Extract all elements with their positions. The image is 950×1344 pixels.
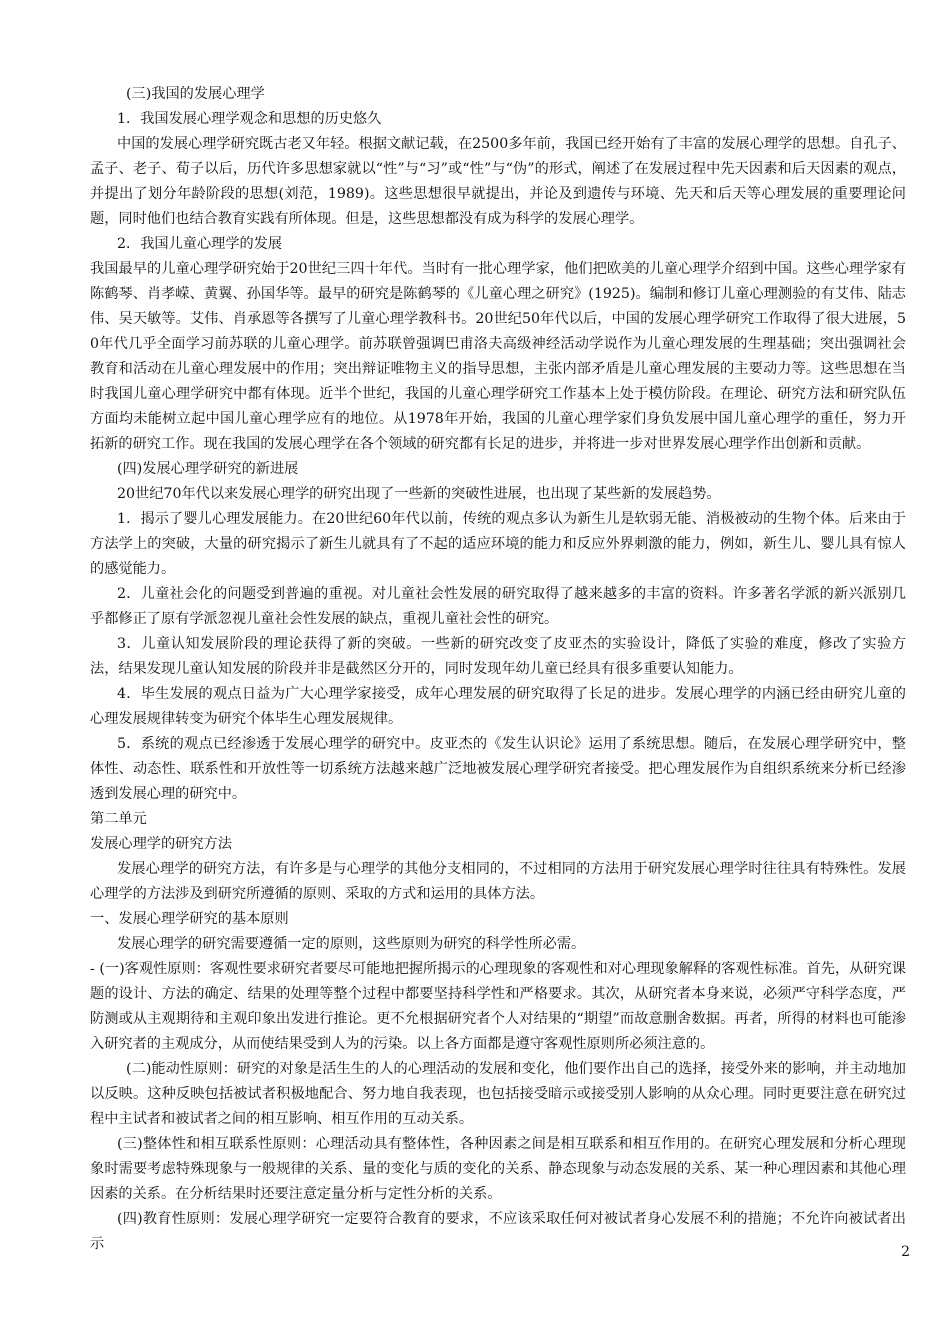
subheading-history: 1．我国发展心理学观念和思想的历史悠久 (117, 111, 382, 127)
section-title-methods: 发展心理学的研究方法 (90, 836, 232, 852)
list-item-cognitive-stages: 3．儿童认知发展阶段的理论获得了新的突破。一些新的研究改变了皮亚杰的实验设计，降低了实验的难度，修改了实验方法，结果发现儿童认知发展的阶段并非是截然区分开的，同时发现年幼儿童已经具有很多重要认知能力。 (90, 636, 906, 677)
list-item-socialization: 2．儿童社会化的问题受到普遍的重视。对儿童社会性发展的研究取得了越来越多的丰富的资料。许多著名学派的新兴派别几乎都修正了原有学派忽视儿童社会性发展的缺点，重视儿童社会性的研究。 (90, 586, 906, 627)
list-item-systems-view: 5．系统的观点已经渗透于发展心理学的研究中。皮亚杰的《发生认识论》运用了系统思想。随后，在发展心理学研究中，整体性、动态性、联系性和开放性等一切系统方法越来越广泛地被发展心理学研究者接受。把心理发展作为自组织系统来分析已经渗透到发展心理的研究中。 (90, 736, 906, 802)
list-item-infant-ability: 1．揭示了婴儿心理发展能力。在20世纪60年代以前，传统的观点多认为新生儿是软弱无能、消极被动的生物个体。后来由于方法学上的突破，大量的研究揭示了新生儿就具有了不起的适应环境的能力和反应外界刺激的能力，例如，新生儿、婴儿具有惊人的感觉能力。 (90, 511, 906, 577)
page-number: 2 (901, 1244, 910, 1260)
heading-china-developmental-psychology: (三)我国的发展心理学 (126, 86, 265, 102)
paragraph-methods-intro: 发展心理学的研究方法，有许多是与心理学的其他分支相同的，不过相同的方法用于研究发展心理学时往往具有特殊性。发展心理学的方法涉及到研究所遵循的原则、采取的方式和运用的具体方法。 (90, 861, 906, 902)
subheading-child-psychology: 2．我国儿童心理学的发展 (117, 236, 283, 252)
principle-objectivity: - (一)客观性原则：客观性要求研究者要尽可能地把握所揭示的心理现象的客观性和对心理现象解释的客观性标准。首先，从研究课题的设计、方法的确定、结果的处理等整个过程中都要坚持科学性和严格要求。其次，从研究者本身来说，必须严守科学态度，严防测或从主观期待和主观印象出发进行推论。更不允根据研究者个人对结果的“期望”而故意删舍数据。再者，所得的材料也可能渗入研究者的主观成分，从而使结果受到人为的污染。以上各方面都是遵守客观性原则所必须注意的。 (90, 961, 906, 1052)
document-body (90, 82, 906, 1257)
unit-title: 第二单元 (90, 811, 147, 827)
paragraph-child-psychology: 我国最早的儿童心理学研究始于20世纪三四十年代。当时有一批心理学家，他们把欧美的儿童心理学介绍到中国。这些心理学家有陈鹤琴、肖孝嵘、黄翼、孙国华等。最早的研究是陈鹤琴的《儿童心理之研究》(1925)。编制和修订儿童心理测验的有艾伟、陆志伟、吴天敏等。艾伟、肖承恩等各撰写了儿童心理学教科书。20世纪50年代以后，中国的发展心理学研究工作取得了很大进展，50年代几乎全面学习前苏联的儿童心理学。前苏联曾强调巴甫洛夫高级神经活动学说作为儿童心理发展的生理基础；突出强调社会教育和活动在儿童心理发展中的作用；突出辩证唯物主义的指导思想，主张内部矛盾是儿童心理发展的主要动力等。这些思想在当时我国儿童心理学研究中都有体现。近半个世纪，我国的儿童心理学研究工作基本上处于模仿阶段。在理论、研究方法和研究队伍方面均未能树立起中国儿童心理学应有的地位。从1978年开始，我国的儿童心理学家们身负发展中国儿童心理学的重任，努力开拓新的研究工作。现在我国的发展心理学在各个领域的研究都有长足的进步，并将进一步对世界发展心理学作出创新和贡献。 (90, 261, 906, 452)
list-item-lifespan: 4．毕生发展的观点日益为广大心理学家接受，成年心理发展的研究取得了长足的进步。发展心理学的内涵已经由研究儿童的心理发展规律转变为研究个体毕生心理发展规律。 (90, 686, 906, 727)
paragraph-new-progress-intro: 20世纪70年代以来发展心理学的研究出现了一些新的突破性进展，也出现了某些新的发展趋势。 (117, 486, 721, 502)
heading-basic-principles: 一、发展心理学研究的基本原则 (90, 911, 289, 927)
paragraph-principles-intro: 发展心理学的研究需要遵循一定的原则，这些原则为研究的科学性所必需。 (117, 936, 586, 952)
principle-holism: (三)整体性和相互联系性原则：心理活动具有整体性，各种因素之间是相互联系和相互作用的。在研究心理发展和分析心理现象时需要考虑特殊现象与一般规律的关系、量的变化与质的变化的关系、静态现象与动态发展的关系、某一种心理因素和其他心理因素的关系。在分析结果时还要注意定量分析与定性分析的关系。 (90, 1136, 906, 1202)
principle-education: (四)教育性原则：发展心理学研究一定要符合教育的要求，不应该采取任何对被试者身心发展不利的措施；不允许向被试者出示 (90, 1211, 906, 1252)
principle-initiative: (二)能动性原则：研究的对象是活生生的人的心理活动的发展和变化，他们要作出自己的选择，接受外来的影响，并主动地加以反映。这种反映包括被试者积极地配合、努力地自我表现，也包括接受暗示或接受别人影响的从众心理。同时更要注意在研究过程中主试者和被试者之间的相互影响、相互作用的互动关系。 (90, 1061, 906, 1127)
paragraph-history: 中国的发展心理学研究既古老又年轻。根据文献记载，在2500多年前，我国已经开始有了丰富的发展心理学的思想。自孔子、孟子、老子、荀子以后，历代许多思想家就以“性”与“习”或“性”与“伪”的形式，阐述了在发展过程中先天因素和后天因素的观点，并提出了划分年龄阶段的思想(刘范，1989)。这些思想很早就提出，并论及到遗传与环境、先天和后天等心理发展的重要理论问题，同时他们也结合教育实践有所体现。但是，这些思想都没有成为科学的发展心理学。 (90, 136, 906, 227)
heading-new-progress: (四)发展心理学研究的新进展 (117, 461, 299, 477)
